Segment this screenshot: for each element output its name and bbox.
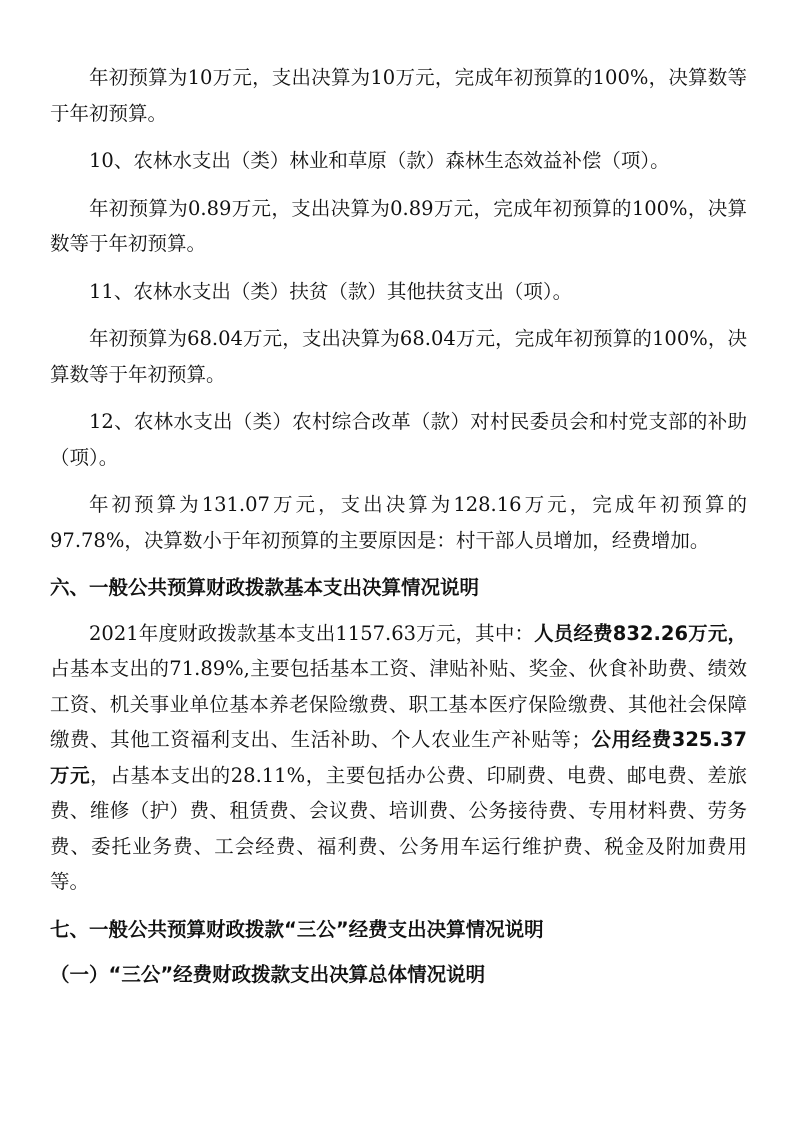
section-7-subheading: （一）“三公”经费财政拨款支出决算总体情况说明: [50, 963, 486, 986]
paragraph-budget-10: 年初预算为0.89万元，支出决算为0.89万元，完成年初预算的100%，决算数等于年初预算。: [50, 196, 747, 255]
section-6-body: [50, 616, 747, 900]
section-7-heading: 七、一般公共预算财政拨款“三公”经费支出决算情况说明: [50, 917, 544, 941]
item-10-title: 10、农林水支出（类）林业和草原（款）森林生态效益补偿（项）。: [89, 149, 670, 172]
personnel-expense-highlight: 人员经费832.26万元，: [534, 621, 748, 645]
section-6-intro: 2021年度财政拨款基本支出1157.63万元，其中：: [89, 621, 535, 645]
paragraph-budget-9: 年初预算为10万元，支出决算为10万元，完成年初预算的100%，决算数等于年初预算。: [50, 66, 747, 125]
public-expense-highlight: 公用经费325.37万元: [50, 728, 747, 787]
section-6-heading: 六、一般公共预算财政拨款基本支出决算情况说明: [50, 576, 480, 599]
paragraph-budget-12: 年初预算为131.07万元，支出决算为128.16万元，完成年初预算的97.78%，决算数小于年初预算的主要原因是：村干部人员增加，经费增加。: [50, 493, 747, 552]
paragraph-budget-11: 年初预算为68.04万元，支出决算为68.04万元，完成年初预算的100%，决算数等于年初预算。: [50, 327, 747, 386]
personnel-expense-detail: 占基本支出的71.89%,主要包括基本工资、津贴补贴、奖金、伙食补助费、绩效工资、机关事业单位基本养老保险缴费、职工基本医疗保险缴费、其他社会保障缴费、其他工资福利支出、生活补助、个人农业生产补贴等；: [50, 657, 747, 751]
item-12-title: 12、农林水支出（类）农村综合改革（款）对村民委员会和村党支部的补助（项）。: [50, 410, 747, 469]
public-expense-detail: ，占基本支出的28.11%，主要包括办公费、印刷费、电费、邮电费、差旅费、维修（护）费、租赁费、会议费、培训费、公务接待费、专用材料费、劳务费、委托业务费、工会经费、福利费、公务用车运行维护费、税金及附加费用等。: [50, 763, 747, 893]
item-11-title: 11、农林水支出（类）扶贫（款）其他扶贫支出（项）。: [89, 279, 573, 303]
